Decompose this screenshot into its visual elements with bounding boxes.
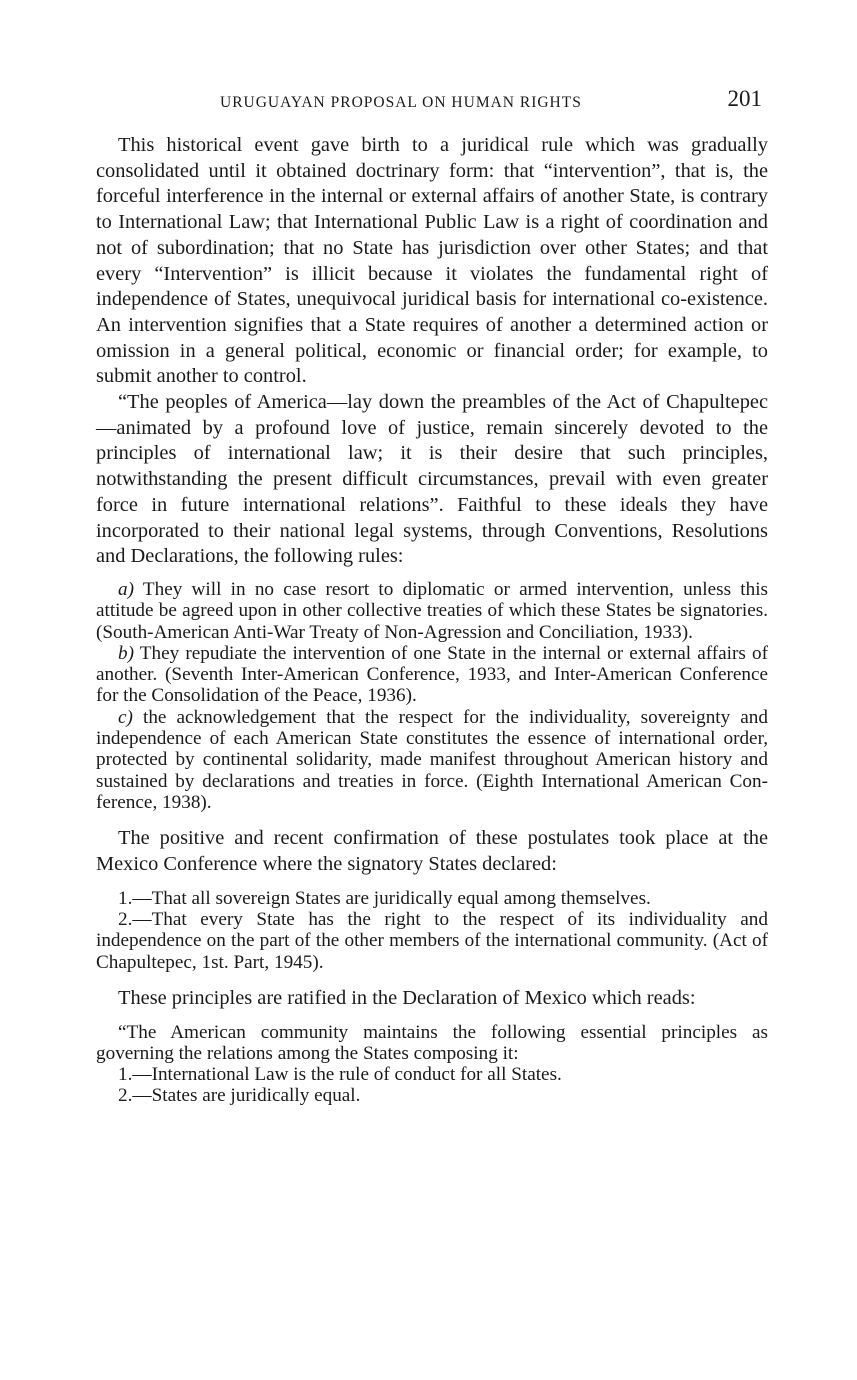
- body-text-confirmation: [96, 826, 768, 877]
- document-page: [96, 86, 768, 1107]
- rule-item-a: [96, 579, 768, 643]
- paragraph-intervention-rule: This historical event gave birth to a juridical rule which was gradually consolidated until it obtained doctrinary form: that “intervention”, that is, the forceful interference in the internal or external affairs of another State, is contrary to International Law; that International Public Law is a right of coordination and not of subordination; that no State has jurisdiction over other States; and that every “Intervention” is illicit because it violates the fundamental right of independence of States, unequivocal juridical basis for international co-existence. An intervention signifies that a State requires of another a determined action or omission in a general political, economic or financial order; for example, to submit another to control.: [96, 134, 768, 388]
- running-header: [96, 86, 768, 116]
- rule-letter: a): [118, 578, 134, 600]
- declaration-point: 1.—International Law is the rule of conduct for all States.: [118, 1064, 562, 1086]
- mexico-point: 2.—That every State has the right to the respect of its individuality and independence on the part of the other members of the international community. (Act of Chapultepec, 1st. Part, 1945).: [96, 908, 768, 973]
- declaration-quote: [96, 1022, 768, 1107]
- page-number: 201: [727, 86, 762, 111]
- rule-letter: c): [118, 706, 133, 728]
- rule-letter: b): [118, 642, 134, 664]
- declaration-point: 2.—States are juridically equal.: [118, 1085, 361, 1107]
- rule-item-b: [96, 643, 768, 707]
- declaration-intro: “The American community maintains the following essential principles as governing the relations among the States composing it:: [96, 1021, 768, 1064]
- paragraph-mexico-conference: The positive and recent confirmation of these postulates took place at the Mexico Conference where the signatory States declared:: [96, 827, 768, 875]
- running-title: URUGUAYAN PROPOSAL ON HUMAN RIGHTS: [220, 94, 582, 111]
- body-text-ratified: [96, 986, 768, 1012]
- paragraph-declaration-of-mexico: These principles are ratified in the Declaration of Mexico which reads:: [118, 986, 696, 1009]
- rule-text: They will in no case resort to diplomatic or armed intervention, unless this attitude be agreed upon in other collective treaties of which these States be signatories. (South-American Anti-War Treaty of Non-Agression and Conciliation, 1933).: [96, 578, 769, 643]
- body-text: [96, 133, 768, 570]
- rule-item-c: [96, 707, 768, 813]
- mexico-point: 1.—That all sovereign States are juridically equal among themselves.: [118, 887, 651, 909]
- rules-list: [96, 579, 768, 813]
- rule-text: the acknowledgement that the respect for the individuality, sovereignty and independence of each American State constitutes the essence of international order, protected by continental solidarity, made manifest throughout American history and sustained by declarations and treaties in force. (Eighth International American Conference, 1938).: [96, 706, 768, 813]
- mexico-declared-points: [96, 888, 768, 973]
- rule-text: They repudiate the intervention of one State in the internal or external affairs of another. (Seventh Inter-American Conference, 1933, and Inter-American Conference for the Consolidation of the Peace, 1936).: [96, 642, 768, 707]
- paragraph-chapultepec-quote: “The peoples of America—lay down the preambles of the Act of Chapultepec—animated by a profound love of justice, remain sincerely devoted to the principles of international law; it is their desire that such principles, notwithstanding the present difficult circumstances, prevail with even greater force in future international relations”. Faithful to these ideals they have incorporated to their national legal systems, through Conventions, Resolutions and Declarations, the following rules:: [96, 391, 768, 568]
